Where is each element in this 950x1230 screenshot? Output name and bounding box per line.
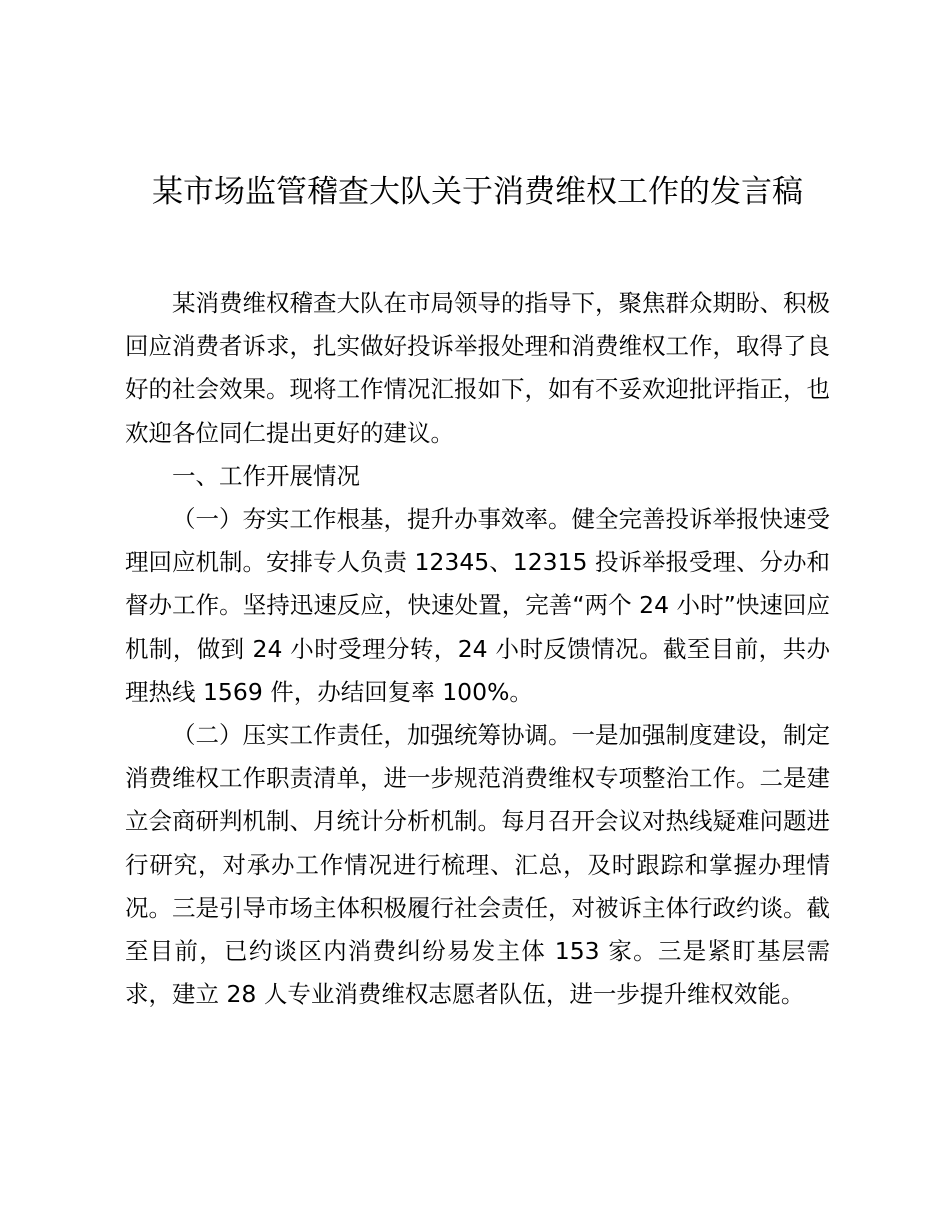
section-heading-work-status: 一、工作开展情况 [172,461,360,490]
paragraph-section-2: （二）压实工作责任，加强统筹协调。一是加强制度建设，制定消费维权工作职责清单，进一步规范消费维权专项整治工作。二是建立会商研判机制、月统计分析机制。每月召开会议对热线疑难问题进行研究，对承办工作情况进行梳理、汇总，及时跟踪和掌握办理情况。三是引导市场主体积极履行社会责任，对被诉主体行政约谈。截至目前，已约谈区内消费纠纷易发主体 153 家。三是紧盯基层需求，建立 28 人专业消费维权志愿者队伍，进一步提升维权效能。 [125,721,830,1009]
paragraph-intro: 某消费维权稽查大队在市局领导的指导下，聚焦群众期盼、积极回应消费者诉求，扎实做好投诉举报处理和消费维权工作，取得了良好的社会效果。现将工作情况汇报如下，如有不妥欢迎批评指正，也欢迎各位同仁提出更好的建议。 [125,289,830,447]
paragraph-section-1: （一）夯实工作根基，提升办事效率。健全完善投诉举报快速受理回应机制。安排专人负责 12345、12315 投诉举报受理、分办和督办工作。坚持迅速反应，快速处置，完善“两个 24 小时”快速回应机制，做到 24 小时受理分转，24 小时反馈情况。截至目前，共办理热线 1569 件，办结回复率 100%。 [125,505,830,706]
document-body [125,282,830,1016]
document-title: 某市场监管稽查大队关于消费维权工作的发言稿 [152,174,803,210]
